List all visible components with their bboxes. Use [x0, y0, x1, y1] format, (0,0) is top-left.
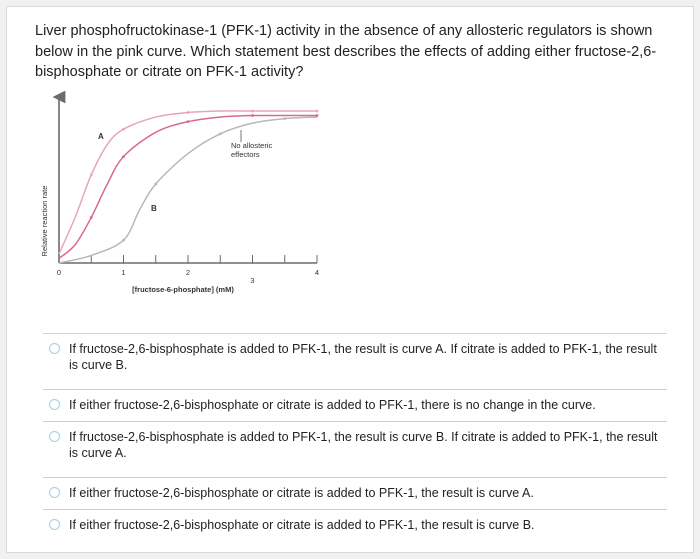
chart-svg — [35, 91, 335, 301]
radio-button[interactable] — [49, 343, 60, 354]
curve-point — [251, 110, 254, 113]
radio-button[interactable] — [49, 487, 60, 498]
curve-points — [90, 110, 319, 242]
question-panel — [6, 6, 694, 553]
curve-point — [219, 132, 222, 135]
curve-label-a: A — [98, 132, 104, 141]
y-axis-label: Relative reaction rate — [40, 185, 49, 257]
curve-point — [316, 110, 319, 113]
option-text: If either fructose-2,6-bisphosphate or citrate is added to PFK-1, the result is curve B. — [69, 518, 535, 532]
question-text: Liver phosphofructokinase-1 (PFK-1) activity in the absence of any allosteric regulators is shown below in the pink curve. Which statement best describes the effects of adding either fructose-2,6-bisphosphate or citrate on PFK-1 activity? — [35, 23, 657, 80]
answer-option-5[interactable] — [43, 509, 667, 541]
curve-point — [316, 114, 319, 117]
pfk1-rate-chart — [35, 91, 335, 301]
annotation-text: No allosteric effectors — [231, 141, 273, 159]
annotation-box — [231, 141, 301, 171]
option-text: If fructose-2,6-bisphosphate is added to PFK-1, the result is curve B. If citrate is added to PFK-1, the result is curve A. — [69, 430, 658, 460]
curve-point — [122, 128, 125, 131]
x-tick-label: 3 — [250, 276, 255, 285]
option-text: If either fructose-2,6-bisphosphate or citrate is added to PFK-1, the result is curve A. — [69, 486, 534, 500]
curve-point — [122, 155, 125, 158]
radio-button[interactable] — [49, 399, 60, 410]
answer-option-1[interactable] — [43, 333, 667, 381]
x-tick-label: 1 — [121, 268, 126, 277]
curve-point — [251, 114, 254, 117]
curve-point — [154, 183, 157, 186]
answer-option-2[interactable] — [43, 389, 667, 421]
radio-button[interactable] — [49, 431, 60, 442]
answer-option-3[interactable] — [43, 421, 667, 469]
curve-point — [90, 216, 93, 219]
answer-options — [43, 333, 667, 541]
curve-point — [90, 173, 93, 176]
curve-label-b: B — [151, 204, 157, 213]
x-axis-label: [fructose-6-phosphate] (mM) — [132, 285, 234, 294]
curve-point — [283, 117, 286, 120]
x-tick-label: 2 — [185, 268, 191, 277]
curve-point — [187, 120, 190, 123]
answer-option-4[interactable] — [43, 477, 667, 509]
curve-point — [122, 239, 125, 242]
option-text: If either fructose-2,6-bisphosphate or citrate is added to PFK-1, there is no change in the curve. — [69, 398, 596, 412]
x-tick-label: 0 — [56, 268, 62, 277]
curve-point — [187, 111, 190, 114]
x-tick-label: 4 — [314, 268, 320, 277]
radio-button[interactable] — [49, 519, 60, 530]
option-text: If fructose-2,6-bisphosphate is added to PFK-1, the result is curve A. If citrate is added to PFK-1, the result is curve B. — [69, 342, 657, 372]
x-axis — [57, 255, 319, 285]
